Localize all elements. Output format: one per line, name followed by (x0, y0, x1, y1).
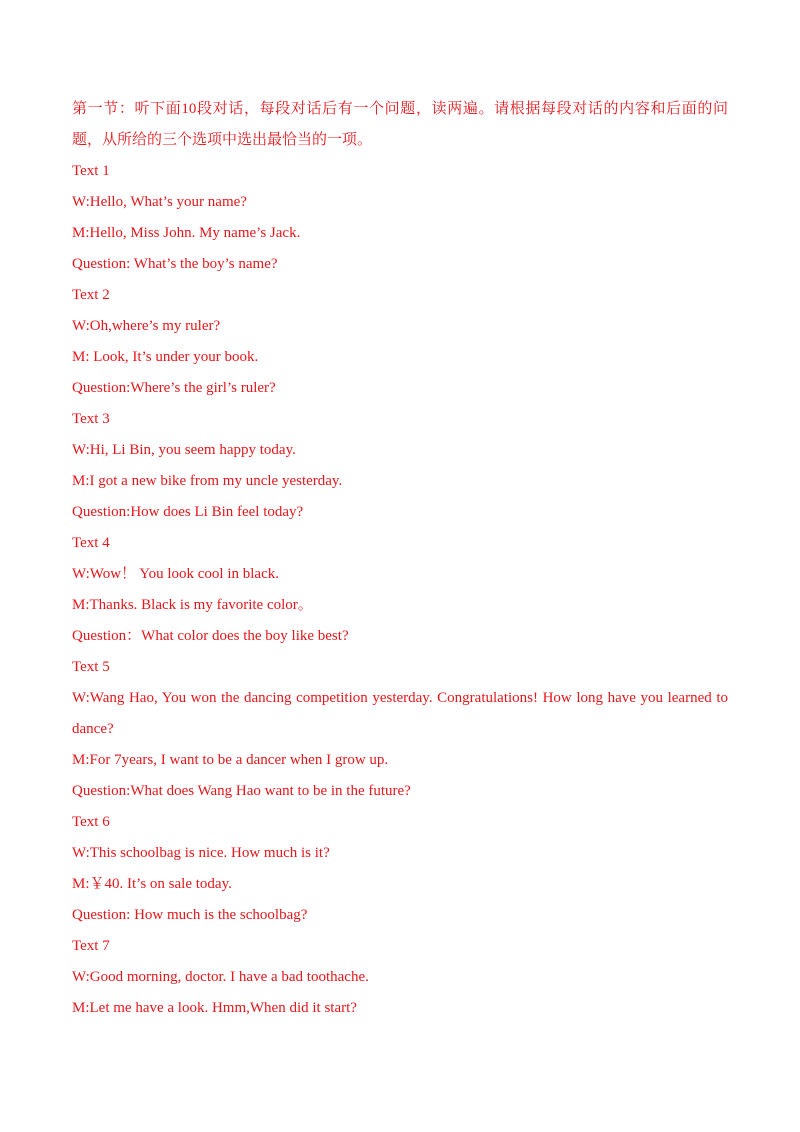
question-line: Question: What’s the boy’s name? (72, 256, 278, 272)
question-line: Question:Where’s the girl’s ruler? (72, 380, 276, 396)
dialogue-line: W:Good morning, doctor. I have a bad toothache. (72, 969, 369, 985)
text-heading: Text 5 (72, 659, 110, 675)
text-heading: Text 6 (72, 814, 110, 830)
text-heading: Text 1 (72, 163, 110, 179)
dialogue-line: M:Let me have a look. Hmm,When did it start? (72, 1000, 357, 1016)
document-body (72, 94, 728, 1024)
question-line: Question: How much is the schoolbag? (72, 907, 308, 923)
dialogue-line: M: Look, It’s under your book. (72, 349, 259, 365)
dialogue-line: W:Wow！ You look cool in black. (72, 566, 279, 582)
question-line: Question：What color does the boy like best? (72, 628, 349, 644)
dialogue-line: M:Hello, Miss John. My name’s Jack. (72, 225, 301, 241)
dialogue-line: W:Oh,where’s my ruler? (72, 318, 221, 334)
text-heading: Text 2 (72, 287, 110, 303)
section-instructions: 第一节：听下面10段对话，每段对话后有一个问题，读两遍。请根据每段对话的内容和后面的问题，从所给的三个选项中选出最恰当的一项。 (72, 101, 728, 148)
dialogue-line: M:￥40. It’s on sale today. (72, 876, 232, 892)
dialogue-line: M:Thanks. Black is my favorite color。 (72, 597, 313, 613)
dialogue-line: W:This schoolbag is nice. How much is it? (72, 845, 330, 861)
question-line: Question:What does Wang Hao want to be in the future? (72, 783, 411, 799)
text-heading: Text 4 (72, 535, 110, 551)
dialogue-line: W:Hello, What’s your name? (72, 194, 247, 210)
text-heading: Text 7 (72, 938, 110, 954)
dialogue-line: W:Hi, Li Bin, you seem happy today. (72, 442, 296, 458)
dialogue-line: W:Wang Hao, You won the dancing competition yesterday. Congratulations! How long have you learned to dance? (72, 690, 728, 737)
dialogue-line: M:I got a new bike from my uncle yesterday. (72, 473, 343, 489)
dialogue-line: M:For 7years, I want to be a dancer when I grow up. (72, 752, 389, 768)
question-line: Question:How does Li Bin feel today? (72, 504, 304, 520)
text-heading: Text 3 (72, 411, 110, 427)
